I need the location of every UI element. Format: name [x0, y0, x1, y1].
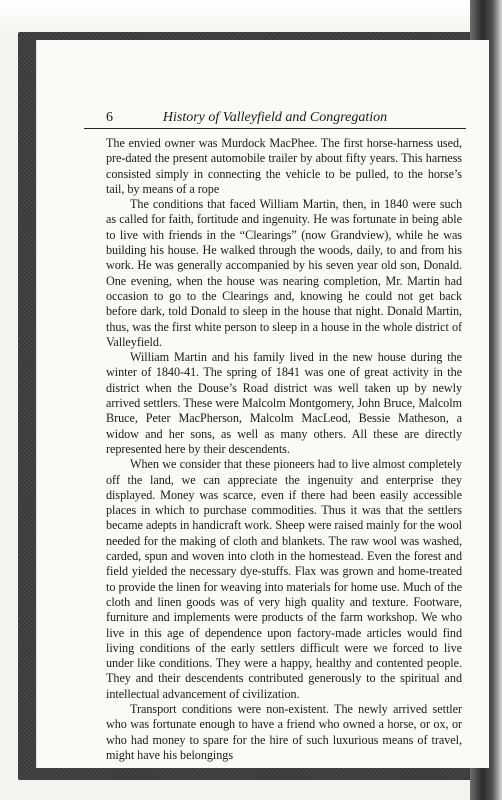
running-title: History of Valleyfield and Congregation — [162, 110, 388, 125]
page-number: 6 — [106, 110, 113, 125]
paragraph: William Martin and his family lived in the new house during the winter of 1840-41. The spring of 1841 was one of great activity in the district when the Douse’s Road district was well taken up by newly arrived settlers. These were Malcolm Montgomery, John Bruce, Malcolm Bruce, Peter MacPherson, Malcolm MacLeod, Bessie Matheson, a widow and her sons, as well as many others. All these are directly represented here by their descendents. — [106, 350, 462, 456]
paragraph: Transport conditions were non-existent. The newly arrived settler who was fortunate enough to have a friend who owned a horse, or ox, or who had money to spare for the hire of such luxurious means of travel, might have his belongings — [106, 701, 462, 762]
paragraph: The conditions that faced William Martin, then, in 1840 were such as called for faith, fortitude and ingenuity. He was fortunate in being able to live with friends in the “Clearings” (now Grandview), while he was building his house. He walked through the woods, daily, to and from his work. He was generally accompanied by his seven year old son, Donald. One evening, when the house was nearing completion, Mr. Martin had occasion to go to the Clearings and, knowing he could not get back before dark, told Donald to sleep in the house that night. Donald Martin, thus, was the first white person to sleep in a house in the whole district of Valleyfield. — [106, 197, 462, 349]
running-header — [84, 106, 466, 129]
page-text — [106, 136, 462, 763]
paragraph: When we consider that these pioneers had to live almost completely off the land, we can appreciate the ingenuity and enterprise they displayed. Money was scarce, even if there had been easily accessible places in which to purchase commodities. Thus it was that the settlers became adepts in handicraft work. Sheep were raised mainly for the wool needed for the making of cloth and blankets. The raw wool was washed, carded, spun and woven into cloth in the homestead. Even the forest and field yielded the necessary dye-stuffs. Flax was grown and home-treated to provide the linen for weaving into materials for home use. Much of the cloth and linen goods was of very high quality and texture. Footware, furniture and implements were products of the farm workshop. We who live in this age of dependence upon factory-made articles would find living conditions of the early settlers difficult were we forced to live under like conditions. They were a happy, healthy and contented people. They and their descendents contributed generously to the spiritual and intellectual advancement of civilization. — [106, 457, 462, 701]
paragraph: The envied owner was Murdock MacPhee. The first horse-harness used, pre-dated the present automobile trailer by about fifty years. This harness consisted simply in connecting the vehicle to be pulled, to the horse’s tail, by means of a rope — [106, 136, 462, 196]
